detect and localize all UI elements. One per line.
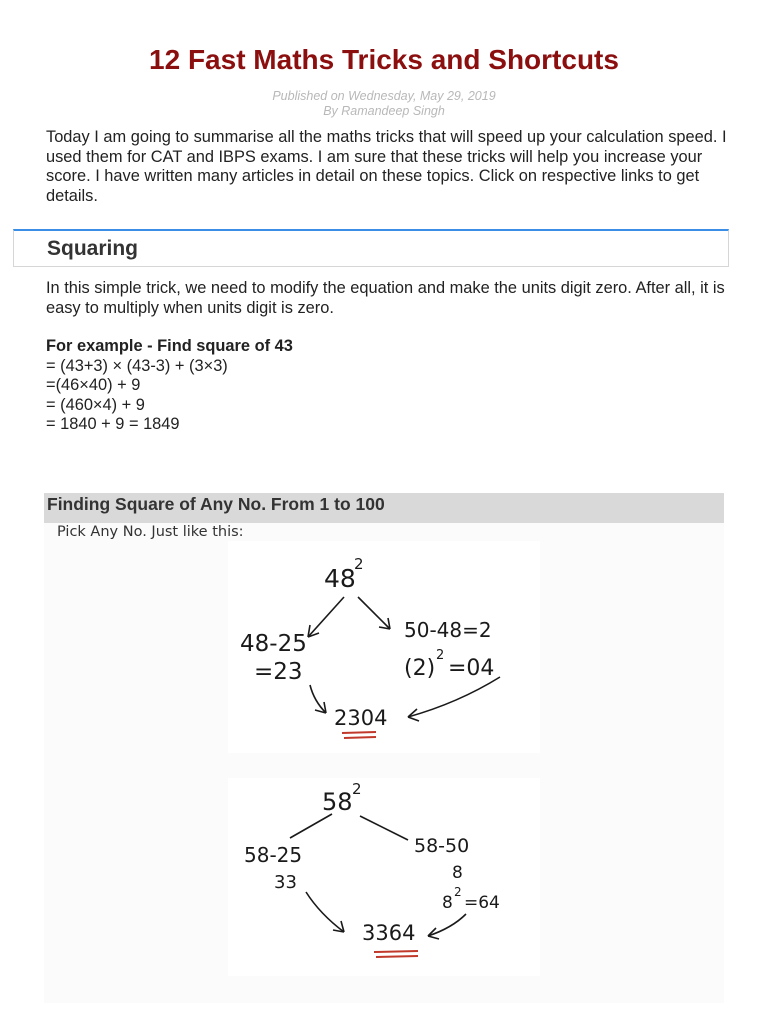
red-underline (342, 732, 376, 738)
subsection-heading: Finding Square of Any No. From 1 to 100 (47, 494, 385, 514)
diagram-left-line2: 33 (274, 872, 297, 893)
branch-left-line (290, 814, 332, 838)
page-title: 12 Fast Maths Tricks and Shortcuts (149, 44, 619, 75)
example-step: =(46×40) + 9 (46, 376, 141, 394)
handwritten-diagram-58 (228, 778, 540, 976)
diagram-top-number: 48 (324, 564, 356, 593)
section-header-squaring (13, 229, 729, 267)
example-step: = (460×4) + 9 (46, 395, 145, 414)
arrow-right-line (358, 597, 390, 629)
diagram-top-number: 58 (322, 788, 353, 816)
author-line: By Ramandeep Singh (323, 104, 445, 118)
diagram-right-line2-rest: =04 (448, 656, 495, 681)
diagram-top-exponent: 2 (354, 555, 364, 573)
arrow-down-line (306, 892, 344, 932)
arrow-down-line (310, 685, 326, 713)
published-date: Published on Wednesday, May 29, 2019 (272, 89, 496, 103)
diagram-right-line2: 8 (452, 863, 463, 883)
red-underline (374, 951, 418, 957)
subsection-header-bar (44, 493, 724, 523)
arrow-curve-line (408, 677, 500, 717)
squaring-paragraph: In this simple trick, we need to modify the equation and make the units digit zero. After all, it is easy to multiply when units digit is zero. (46, 279, 725, 317)
handwritten-diagram-48 (228, 541, 540, 753)
diagram-top-exponent: 2 (352, 780, 362, 798)
section-heading: Squaring (47, 237, 139, 260)
diagram-48-svg (228, 541, 540, 753)
diagram-right-line1: 58-50 (414, 835, 470, 857)
diagram-left-line1: 58-25 (244, 843, 303, 867)
example-step: = (43+3) × (43-3) + (3×3) (46, 356, 228, 375)
example-step: = 1840 + 9 = 1849 (46, 415, 180, 433)
diagram-right-line3-rest: =64 (464, 893, 500, 913)
diagram-left-line2: =23 (254, 659, 303, 685)
example-block (46, 337, 736, 435)
example-heading: For example - Find square of 43 (46, 337, 293, 355)
diagram-result: 3364 (362, 921, 416, 945)
diagram-right-line1: 50-48=2 (404, 618, 492, 642)
diagram-right-line2: (2) (404, 656, 436, 681)
diagram-58-svg (228, 778, 540, 976)
article-meta (0, 89, 768, 119)
arrow-left-line (308, 597, 344, 637)
branch-right-line (360, 816, 408, 840)
diagram-right-line3: 8 (442, 893, 453, 913)
diagram-left-line1: 48-25 (240, 631, 307, 657)
diagram-result: 2304 (334, 706, 388, 730)
arrow-curve-line (428, 914, 466, 936)
pick-text: Pick Any No. Just like this: (57, 524, 244, 540)
diagram-right-line2-exp: 2 (436, 648, 445, 663)
diagram-right-line3-exp: 2 (454, 885, 462, 899)
intro-paragraph: Today I am going to summarise all the maths tricks that will speed up your calculation speed. I used them for CAT and IBPS exams. I am sure that these tricks will help you increase your score. I have written many articles in detail on these topics. Click on respective links to get details. (46, 128, 727, 205)
